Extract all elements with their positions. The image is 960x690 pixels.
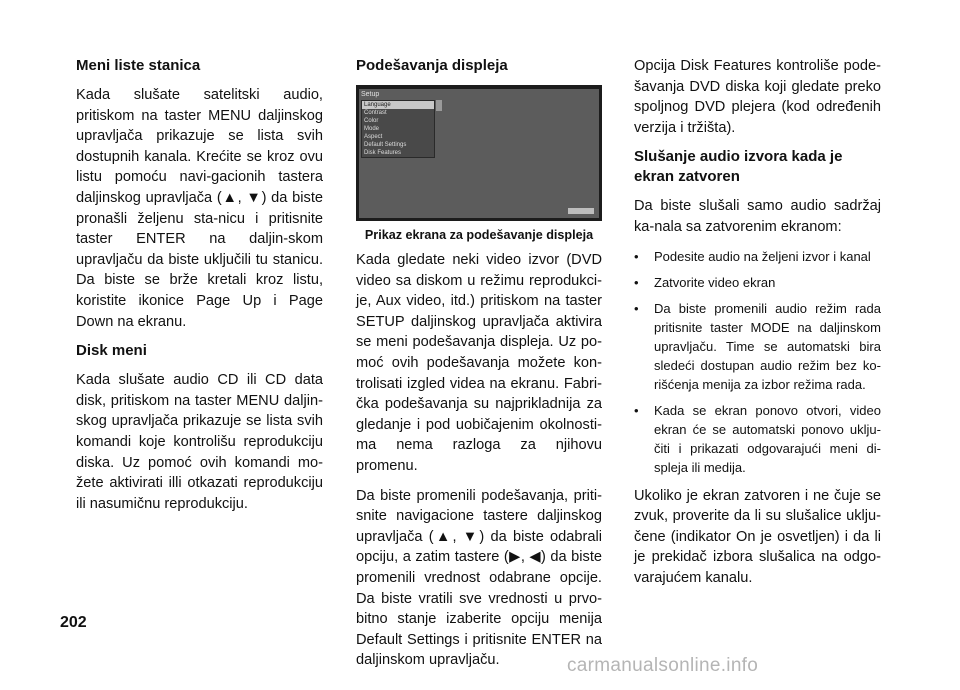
- column-middle: [356, 56, 602, 680]
- paragraph-video-setup: Kada gledate neki video izvor (DVD video sa diskom u režimu reprodukci-je, Aux video, itd.) pritiskom na taster SETUP daljinskog upravljača aktivira se meni podešavanja displeja. Uz po-moć ovih podešavanja možete kon-trolisati izgled videa na ekranu. Fabri-čka podešavanja su najprikladnija za gledanje i pod uobičajenim okolnosti-ma nema razloga za njihovu promenu.: [356, 252, 602, 474]
- page-number: 202: [60, 614, 87, 631]
- watermark-text: carmanualsonline.info: [567, 655, 759, 676]
- screen-menu-item: Disk Features: [364, 150, 402, 156]
- list-item: • Podesite audio na željeni izvor i kanal: [634, 247, 881, 266]
- list-item: • Da biste promenili audio režim rada pritisnite taster MODE na daljinskom upravljaču. Time se automatski bira sledeći dostupan audio režim bez ko-rišćenja menija za izbor režima rada.: [634, 299, 881, 394]
- screen-menu-item: Aspect: [364, 134, 383, 140]
- heading-display-settings: Podešavanja displeja: [356, 57, 508, 74]
- screen-area: [359, 89, 599, 218]
- heading-disk-menu: Disk meni: [76, 342, 147, 360]
- paragraph-no-sound: Ukoliko je ekran zatvoren i ne čuje se zvuk, proverite da li su slušalice uklju-čene (indikator On je osvetljen) i da li je prekidač izbora slušalica na odgo-varajućem kanalu.: [634, 487, 881, 586]
- screen-menu-title: Setup: [361, 91, 380, 98]
- screen-menu-item: Color: [364, 118, 379, 124]
- paragraph-disk-menu: Kada slušate audio CD ili CD data disk, pritiskom na taster MENU daljin-skog upravljača prikazuje se lista svih komandi koje kontrolišu reprodukciju diska. Uz pomoć ovih komandi mo-žete aktivirati illi otkazati reprodukciju ili nasumičnu reprodukciju.: [76, 372, 323, 512]
- heading-station-list-menu: Meni liste stanica: [76, 57, 201, 74]
- screen-menu-scrollbar: [436, 100, 442, 111]
- screen-menu-item: Default Settings: [364, 142, 407, 148]
- screen-menu-item: Language: [362, 101, 434, 109]
- display-settings-screenshot: [356, 85, 602, 221]
- brand-logo: [568, 208, 594, 214]
- paragraph-change-settings: Da biste promenili podešavanja, priti-snite navigacione tastere daljinskog upravljača (▲, ▼) da biste odabrali opciju, a zatim tastere (▶, ◀) da biste promenili vrednost odabrane opcije. Da biste vratili sve vrednosti u prvo-bitno stanje izaberite opciju menija Default Settings i pritisnite ENTER na daljinskom upravljaču.: [356, 487, 602, 669]
- column-left: [76, 56, 323, 523]
- list-item: • Zatvorite video ekran: [634, 273, 881, 292]
- heading-audio-screen-closed: Slušanje audio izvora kada je ekran zatvoren: [634, 148, 843, 186]
- figure-caption: Prikaz ekrana za podešavanje displeja: [364, 228, 594, 242]
- screen-menu-item: Contrast: [364, 110, 387, 116]
- paragraph-audio-only: Da biste slušali samo audio sadržaj ka-nala sa zatvorenim ekranom:: [634, 198, 881, 235]
- screen-menu-list: [361, 100, 435, 158]
- column-right: [634, 56, 881, 598]
- bullet-list: [634, 247, 881, 477]
- list-item: • Kada se ekran ponovo otvori, video ekran će se automatski ponovo uklju-čiti i prikazati odgovarajući meni di-spleja ili medija.: [634, 401, 881, 477]
- paragraph-station-list: Kada slušate satelitski audio, pritiskom na taster MENU daljinskog upravljača prikazuje se lista svih dostupnih kanala. Krećite se kroz ovu listu pomoću navi-gacionih tastera daljinskog upravljača (▲, ▼) da biste pronašli željenu sta-nicu i pritisnite taster ENTER na daljin-skom upravljaču da biste uključili tu stanicu. Da biste se brže kretali kroz listu, koristite ikonice Page Up i Page Down na ekranu.: [76, 87, 323, 330]
- paragraph-disk-features: Opcija Disk Features kontroliše pode-šavanja DVD diska koji gledate preko spoljnog DVD plejera (kod određenih verzija i tržišta).: [634, 58, 881, 136]
- screen-menu-item: Mode: [364, 126, 380, 132]
